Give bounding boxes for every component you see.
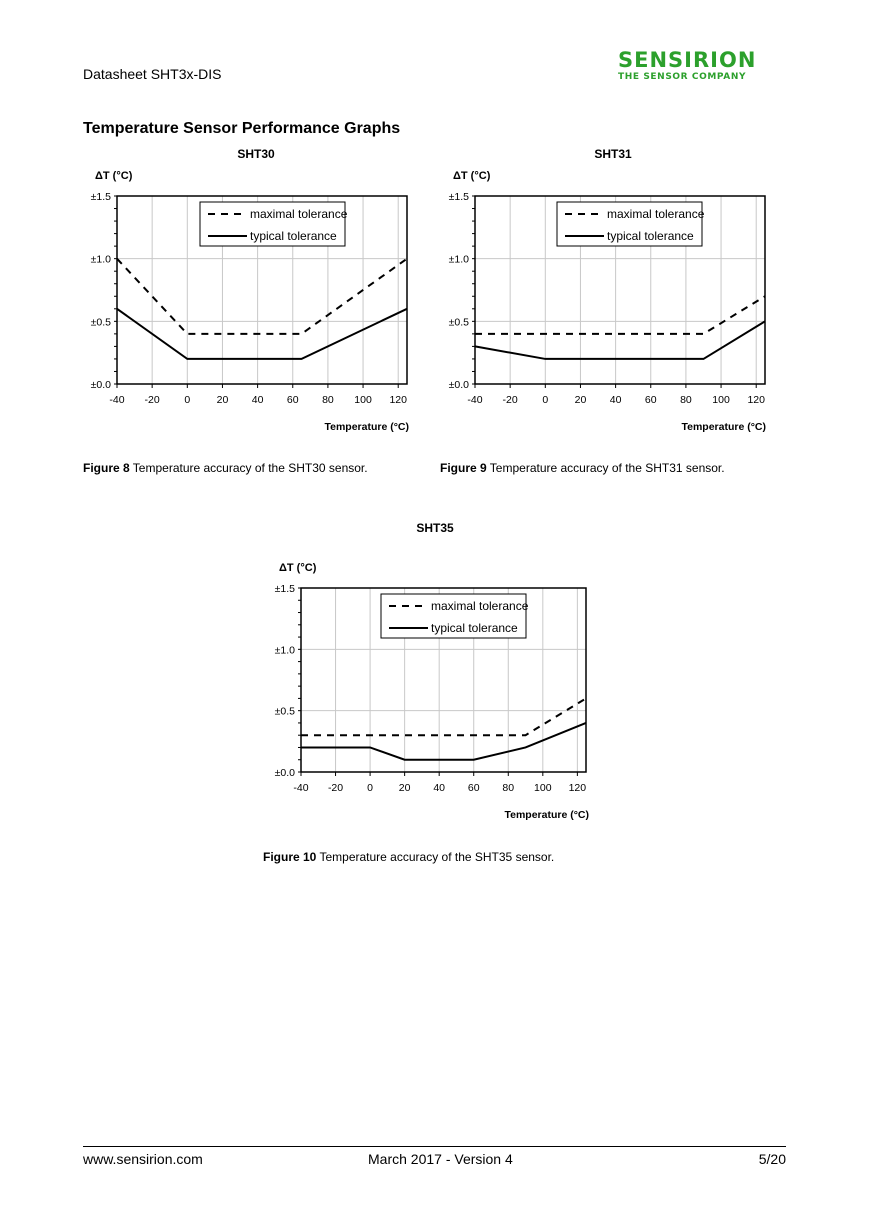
x-tick-label: 120 (747, 394, 765, 406)
x-tick-label: -20 (502, 394, 518, 406)
x-tick-label: 0 (184, 394, 191, 406)
y-tick-label: ±0.5 (274, 705, 295, 718)
chart-legend (200, 202, 348, 246)
footer-divider (83, 1146, 786, 1147)
x-tick-label: -20 (144, 394, 160, 406)
chart-legend (557, 202, 705, 246)
x-tick-label: 40 (433, 782, 446, 794)
legend-entry: maximal tolerance (431, 599, 529, 613)
legend-entry: maximal tolerance (607, 207, 705, 221)
x-tick-label: 20 (574, 394, 587, 406)
x-axis-label: Temperature (°C) (324, 421, 409, 433)
x-tick-label: -40 (467, 394, 483, 406)
footer-page-number: 5/20 (758, 1151, 786, 1167)
logo-tagline: THE SENSOR COMPANY (618, 72, 747, 82)
footer-website: www.sensirion.com (83, 1151, 203, 1167)
x-tick-label: 100 (354, 394, 372, 406)
figure-caption-sht30 (83, 461, 368, 475)
figure-label: Figure 8 (83, 461, 130, 475)
chart-title: SHT35 (416, 521, 454, 535)
legend-entry: typical tolerance (250, 229, 337, 243)
figure-label: Figure 10 (263, 850, 317, 864)
x-tick-label: 120 (389, 394, 407, 406)
x-tick-label: 60 (286, 394, 299, 406)
x-tick-label: 20 (398, 782, 411, 794)
y-tick-label: ±0.5 (448, 316, 469, 329)
y-tick-label: ±1.0 (90, 253, 111, 266)
y-axis-label: ΔT (°C) (453, 170, 491, 182)
x-tick-label: 100 (712, 394, 730, 406)
y-tick-label: ±0.5 (90, 316, 111, 329)
x-tick-label: 60 (467, 782, 480, 794)
logo-wordmark: SENSIRION (618, 48, 757, 72)
legend-entry: typical tolerance (607, 229, 694, 243)
chart-legend (381, 594, 529, 638)
x-tick-label: 0 (542, 394, 549, 406)
x-axis-label: Temperature (°C) (681, 421, 766, 433)
x-tick-label: 60 (644, 394, 657, 406)
x-tick-label: 80 (322, 394, 334, 406)
legend-entry: maximal tolerance (250, 207, 348, 221)
y-tick-label: ±1.0 (448, 253, 469, 266)
x-tick-label: 100 (534, 782, 552, 794)
chart-title: SHT30 (237, 147, 275, 161)
x-tick-label: 80 (502, 782, 515, 794)
y-axis-label: ΔT (°C) (95, 170, 133, 182)
x-tick-label: 40 (609, 394, 622, 406)
x-tick-label: 0 (367, 782, 374, 794)
x-tick-label: -40 (293, 782, 309, 794)
y-tick-label: ±0.0 (274, 767, 295, 779)
chart-group-sht30 (91, 147, 409, 433)
y-axis-label: ΔT (°C) (279, 562, 317, 574)
figure-caption-text: Temperature accuracy of the SHT31 sensor. (486, 461, 725, 475)
y-tick-label: ±1.5 (274, 583, 295, 595)
chart-title: SHT31 (594, 147, 632, 161)
figure-caption-text: Temperature accuracy of the SHT30 sensor. (129, 461, 368, 475)
x-tick-label: 120 (568, 782, 587, 794)
y-tick-label: ±1.5 (90, 191, 111, 203)
figure-caption-text: Temperature accuracy of the SHT35 sensor. (316, 850, 555, 864)
chart-group-sht35 (275, 521, 589, 821)
y-tick-label: ±1.0 (274, 644, 295, 657)
y-tick-label: ±0.0 (90, 379, 111, 391)
figure-label: Figure 9 (440, 461, 487, 475)
x-tick-label: 80 (680, 394, 692, 406)
document-title: Datasheet SHT3x-DIS (83, 66, 222, 82)
footer-version: March 2017 - Version 4 (368, 1151, 513, 1167)
figure-caption-sht35 (263, 850, 554, 864)
legend-entry: typical tolerance (431, 621, 518, 635)
x-tick-label: 40 (251, 394, 264, 406)
chart-group-sht31 (449, 147, 766, 433)
x-tick-label: -20 (327, 782, 344, 794)
x-axis-label: Temperature (°C) (504, 809, 589, 821)
figure-caption-sht31 (440, 461, 725, 475)
x-tick-label: 20 (216, 394, 229, 406)
x-tick-label: -40 (109, 394, 125, 406)
y-tick-label: ±0.0 (448, 379, 469, 391)
section-heading: Temperature Sensor Performance Graphs (83, 120, 401, 137)
y-tick-label: ±1.5 (448, 191, 469, 203)
